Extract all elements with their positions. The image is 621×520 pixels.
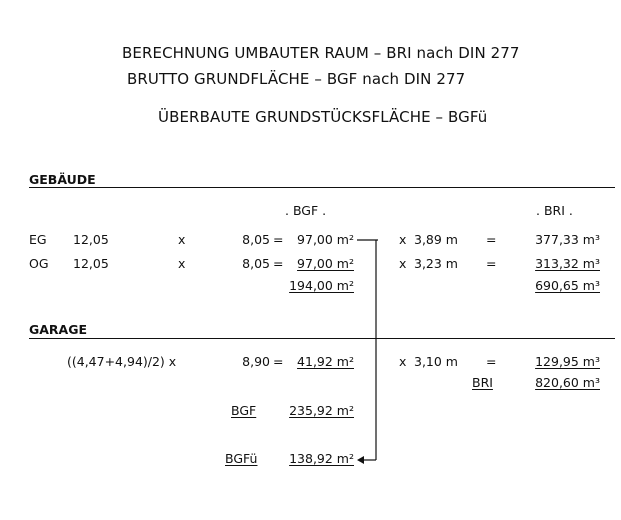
bri-total-label: BRI bbox=[472, 375, 493, 390]
garage-width: 8,90 bbox=[242, 354, 270, 369]
row-og-width: 8,05 bbox=[242, 256, 270, 271]
bgfu-total-value: 138,92 m² bbox=[289, 451, 354, 466]
garage-times-2: x bbox=[399, 354, 407, 369]
section-heading-garage: GARAGE bbox=[29, 322, 88, 337]
garage-formula: ((4,47+4,94)/2) x bbox=[67, 354, 177, 369]
garage-bgf: 41,92 m² bbox=[297, 354, 354, 369]
bgf-total-label: BGF bbox=[231, 403, 257, 418]
row-og-times-1: x bbox=[178, 256, 186, 271]
section-heading-gebaeude: GEBÄUDE bbox=[29, 172, 96, 187]
row-og-bri: 313,32 m³ bbox=[535, 256, 600, 271]
row-eg-equals-1: = bbox=[273, 232, 284, 247]
garage-height: 3,10 m bbox=[414, 354, 458, 369]
row-og-times-2: x bbox=[399, 256, 407, 271]
row-eg-label: EG bbox=[29, 232, 47, 247]
row-og-height: 3,23 m bbox=[414, 256, 458, 271]
column-header-bri: . BRI . bbox=[536, 203, 573, 218]
row-eg-bgf: 97,00 m² bbox=[297, 232, 354, 247]
row-og-bgf: 97,00 m² bbox=[297, 256, 354, 271]
row-eg-width: 8,05 bbox=[242, 232, 270, 247]
row-eg-bri: 377,33 m³ bbox=[535, 232, 600, 247]
garage-bri: 129,95 m³ bbox=[535, 354, 600, 369]
row-og-length: 12,05 bbox=[73, 256, 109, 271]
row-eg-length: 12,05 bbox=[73, 232, 109, 247]
title-line-1: BERECHNUNG UMBAUTER RAUM – BRI nach DIN 277 bbox=[122, 44, 520, 62]
sum-bri-gebaeude: 690,65 m³ bbox=[535, 278, 600, 293]
bri-total-value: 820,60 m³ bbox=[535, 375, 600, 390]
row-og-equals-2: = bbox=[486, 256, 497, 271]
row-eg-height: 3,89 m bbox=[414, 232, 458, 247]
arrow-left-icon bbox=[357, 456, 364, 464]
title-line-2: BRUTTO GRUNDFLÄCHE – BGF nach DIN 277 bbox=[127, 70, 466, 88]
bgf-total-value: 235,92 m² bbox=[289, 403, 354, 418]
garage-equals-1: = bbox=[273, 354, 284, 369]
row-eg-equals-2: = bbox=[486, 232, 497, 247]
column-header-bgf: . BGF . bbox=[285, 203, 327, 218]
title-line-3: ÜBERBAUTE GRUNDSTÜCKSFLÄCHE – BGFü bbox=[158, 108, 488, 126]
row-og-label: OG bbox=[29, 256, 49, 271]
row-eg-times-1: x bbox=[178, 232, 186, 247]
garage-equals-2: = bbox=[486, 354, 497, 369]
bgfu-total-label: BGFü bbox=[225, 451, 258, 466]
row-eg-times-2: x bbox=[399, 232, 407, 247]
sum-bgf-gebaeude: 194,00 m² bbox=[289, 278, 354, 293]
row-og-equals-1: = bbox=[273, 256, 284, 271]
